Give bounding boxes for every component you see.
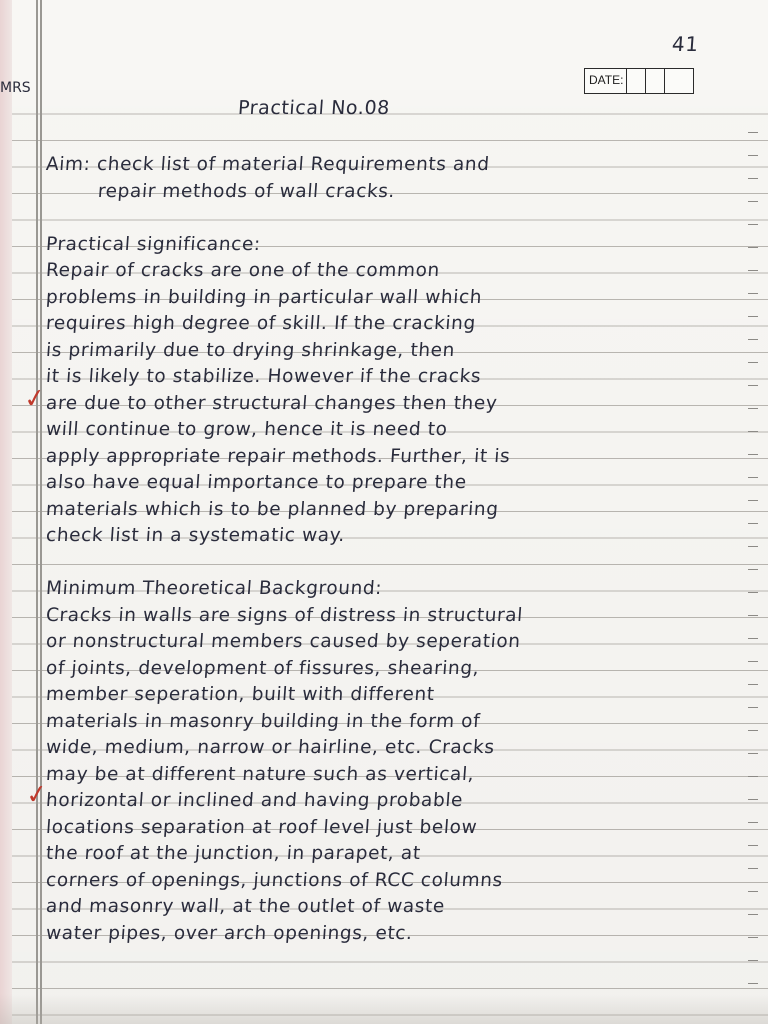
- background-line: corners of openings, junctions of RCC columns: [45, 869, 504, 891]
- significance-line: problems in building in particular wall which: [45, 286, 483, 308]
- significance-line: apply appropriate repair methods. Further, it is: [45, 445, 511, 467]
- margin-initials: MRS: [0, 80, 31, 96]
- background-line: member seperation, built with different: [45, 684, 436, 705]
- margin-line: [40, 0, 42, 1024]
- background-line: of joints, development of fissures, shearing,: [45, 657, 480, 679]
- significance-line: are due to other structural changes then they: [45, 392, 499, 414]
- significance-line: also have equal importance to prepare the: [45, 472, 468, 493]
- date-box: [584, 68, 694, 94]
- significance-line: will continue to grow, hence it is need to: [45, 419, 449, 440]
- significance-line: materials which is to be planned by preparing: [45, 498, 500, 520]
- date-cell: [646, 69, 665, 93]
- significance-line: check list in a systematic way.: [45, 525, 346, 546]
- page-number: 41: [671, 32, 700, 56]
- aim-line: Aim: check list of material Requirements and: [45, 154, 491, 175]
- background-line: the roof at the junction, in parapet, at: [45, 843, 422, 864]
- background-line: and masonry wall, at the outlet of waste: [45, 896, 446, 917]
- significance-line: Repair of cracks are one of the common: [45, 260, 441, 281]
- check-mark-icon: ✓: [24, 778, 50, 812]
- background-line: materials in masonry building in the form of: [45, 710, 481, 732]
- blank-line: [45, 205, 747, 232]
- blank-line: [45, 550, 747, 577]
- significance-line: it is likely to stabilize. However if the cracks: [45, 366, 482, 387]
- background-line: Cracks in walls are signs of distress in structural: [45, 604, 524, 626]
- background-line: may be at different nature such as vertical,: [45, 763, 475, 785]
- date-label: DATE:: [585, 69, 627, 93]
- background-line: or nonstructural members caused by seperation: [45, 631, 522, 652]
- practical-title: Practical No.08: [237, 97, 391, 119]
- background-line: wide, medium, narrow or hairline, etc. Cracks: [45, 737, 496, 758]
- aim-line: repair methods of wall cracks.: [45, 180, 396, 202]
- date-cell: [627, 69, 646, 93]
- significance-heading: Practical significance:: [45, 233, 262, 255]
- check-mark-icon: ✓: [22, 382, 48, 416]
- page-bottom-shadow: [0, 994, 768, 1024]
- background-line: horizontal or inclined and having probable: [45, 790, 464, 811]
- handwritten-body: [46, 152, 746, 947]
- margin-line: [36, 0, 38, 1024]
- page-binding-edge: [0, 0, 12, 1024]
- background-heading: Minimum Theoretical Background:: [45, 578, 383, 599]
- background-line: locations separation at roof level just below: [45, 816, 479, 838]
- background-line: water pipes, over arch openings, etc.: [45, 922, 414, 944]
- significance-line: is primarily due to drying shrinkage, then: [45, 339, 456, 361]
- right-edge-ticks: [748, 110, 758, 990]
- significance-line: requires high degree of skill. If the cracking: [45, 313, 477, 334]
- date-cell: [665, 69, 683, 93]
